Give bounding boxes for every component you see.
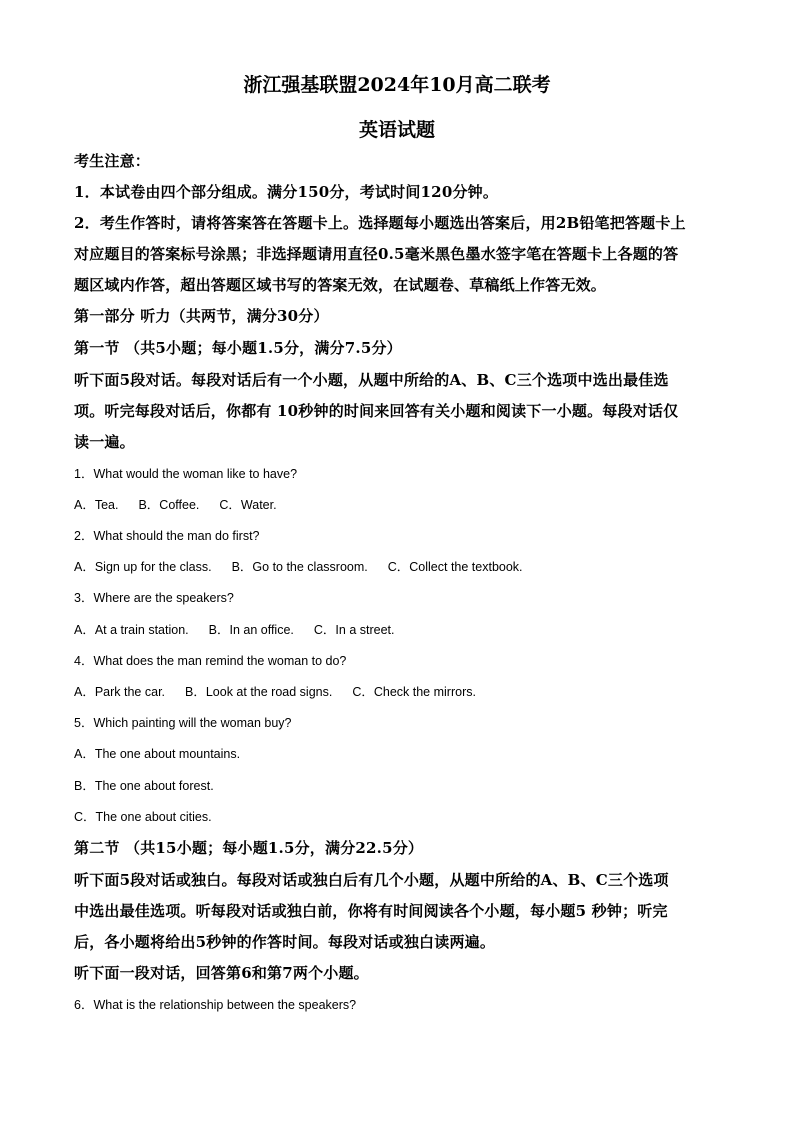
notice-item-1: 1．本试卷由四个部分组成。满分150分，考试时间120分钟。 [74, 183, 499, 201]
section2-instruction-line-3: 后，各小题将给出5秒钟的作答时间。每段对话或独白读两遍。 [74, 933, 496, 951]
question-2-option-a: A．Sign up for the class. [74, 560, 212, 574]
question-5-stem: 5．Which painting will the woman buy? [74, 716, 292, 730]
notice-item-2-line-2: 对应题目的答案标号涂黑；非选择题请用直径0.5毫米黑色墨水签字笔在答题卡上各题的答 [74, 245, 679, 263]
question-3-stem: 3．Where are the speakers? [74, 591, 234, 605]
section1-instruction-line-3: 读一遍。 [74, 433, 135, 451]
question-1-option-a: A．Tea. [74, 498, 119, 512]
section2-sub-instruction: 听下面一段对话，回答第6和第7两个小题。 [74, 964, 369, 982]
question-4-options [74, 682, 476, 700]
section2-instruction-line-1: 听下面5段对话或独白。每段对话或独白后有几个小题，从题中所给的A、B、C三个选项 [74, 871, 669, 889]
question-3-options [74, 620, 394, 638]
question-4-option-c: C．Check the mirrors. [352, 685, 476, 699]
question-5-option-b: B．The one about forest. [74, 779, 214, 793]
question-6-stem: 6．What is the relationship between the speakers? [74, 998, 357, 1012]
question-1-option-b: B．Coffee. [138, 498, 200, 512]
question-2-options [74, 557, 523, 575]
section1-instruction-line-1: 听下面5段对话。每段对话后有一个小题，从题中所给的A、B、C三个选项中选出最佳选 [74, 371, 669, 389]
notice-item-2-line-3: 题区域内作答，超出答题区域书写的答案无效，在试题卷、草稿纸上作答无效。 [74, 276, 607, 294]
section1-instruction-line-2: 项。听完每段对话后，你都有 10秒钟的时间来回答有关小题和阅读下一小题。每段对话仅 [74, 402, 679, 420]
question-1-option-c: C．Water. [219, 498, 277, 512]
question-2-stem: 2．What should the man do first? [74, 529, 260, 543]
exam-subtitle: 英语试题 [358, 119, 435, 141]
question-5-option-c: C．The one about cities. [74, 810, 212, 824]
question-3-option-c: C．In a street. [313, 623, 395, 637]
notice-heading: 考生注意： [74, 152, 151, 170]
question-4-option-a: A．Park the car. [74, 685, 166, 699]
question-3-option-a: A．At a train station. [74, 623, 189, 637]
section2-instruction-line-2: 中选出最佳选项。听每段对话或独白前，你将有时间阅读各个小题，每小题5 秒钟；听完 [74, 902, 668, 920]
question-3-option-b: B．In an office. [208, 623, 294, 637]
question-1-stem: 1．What would the woman like to have? [74, 467, 298, 481]
question-4-option-b: B．Look at the road signs. [185, 685, 333, 699]
part1-heading: 第一部分 听力（共两节，满分30分） [74, 307, 329, 325]
notice-item-2-line-1: 2．考生作答时，请将答案答在答题卡上。选择题每小题选出答案后，用2B铅笔把答题卡上 [74, 214, 686, 232]
section1-heading: 第一节 （共5小题；每小题1.5分，满分7.5分） [74, 339, 402, 357]
question-4-stem: 4．What does the man remind the woman to do? [74, 654, 347, 668]
question-5-option-a: A．The one about mountains. [74, 747, 241, 761]
exam-title: 浙江强基联盟2024年10月高二联考 [243, 74, 551, 96]
question-1-options [74, 495, 277, 513]
question-2-option-c: C．Collect the textbook. [387, 560, 523, 574]
section2-heading: 第二节 （共15小题；每小题1.5分，满分22.5分） [74, 839, 424, 857]
question-2-option-b: B．Go to the classroom. [231, 560, 368, 574]
